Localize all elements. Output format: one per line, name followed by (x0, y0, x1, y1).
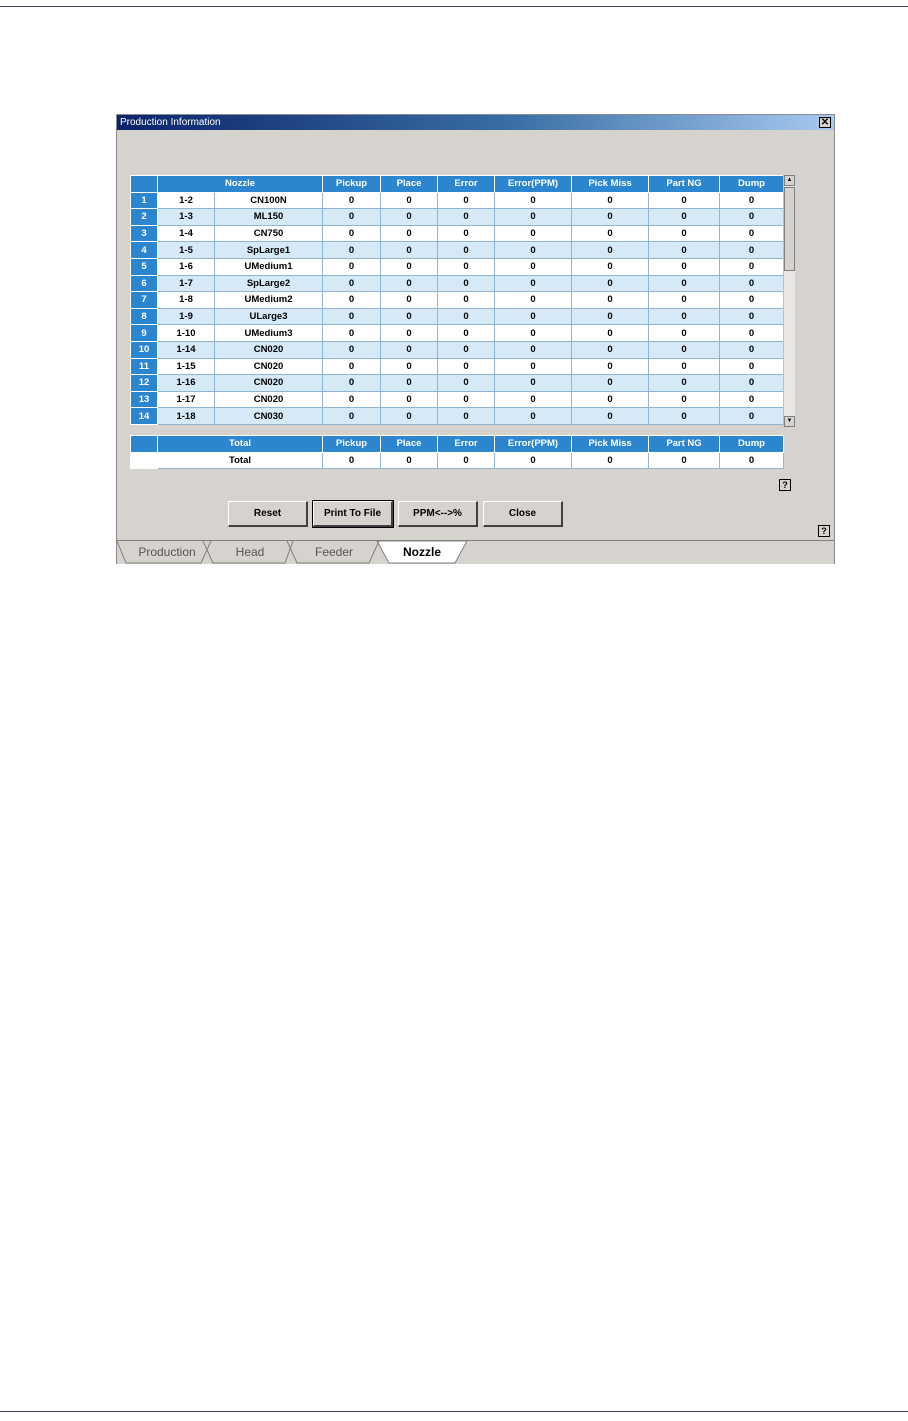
total-header-part-ng: Part NG (649, 436, 720, 453)
cell-place: 0 (381, 258, 438, 275)
nozzle-table-body (131, 192, 784, 424)
cell-dump: 0 (720, 391, 784, 408)
cell-id: 1-17 (158, 391, 215, 408)
table-row[interactable] (131, 308, 784, 325)
cell-error: 0 (438, 325, 495, 342)
cell-id: 1-2 (158, 192, 215, 209)
cell-id: 1-10 (158, 325, 215, 342)
cell-nozzle: UMedium1 (215, 258, 323, 275)
total-error: 0 (438, 452, 495, 469)
cell-pickup: 0 (323, 325, 381, 342)
cell-pickup: 0 (323, 358, 381, 375)
cell-error: 0 (438, 258, 495, 275)
cell-part-ng: 0 (649, 325, 720, 342)
scroll-up-icon[interactable]: ▲ (784, 175, 795, 186)
cell-error-ppm: 0 (495, 391, 572, 408)
cell-pickup: 0 (323, 341, 381, 358)
total-part-ng: 0 (649, 452, 720, 469)
cell-error: 0 (438, 358, 495, 375)
cell-dump: 0 (720, 258, 784, 275)
cell-dump: 0 (720, 275, 784, 292)
cell-error: 0 (438, 391, 495, 408)
cell-place: 0 (381, 192, 438, 209)
cell-error-ppm: 0 (495, 308, 572, 325)
total-header-pick-miss: Pick Miss (572, 436, 649, 453)
close-button[interactable]: Close (483, 501, 563, 527)
cell-nozzle: CN100N (215, 192, 323, 209)
cell-id: 1-18 (158, 408, 215, 425)
cell-place: 0 (381, 375, 438, 392)
cell-place: 0 (381, 292, 438, 309)
row-number: 7 (131, 292, 158, 309)
scroll-down-icon[interactable]: ▼ (784, 416, 795, 427)
reset-button[interactable]: Reset (228, 501, 308, 527)
cell-dump: 0 (720, 358, 784, 375)
row-number: 14 (131, 408, 158, 425)
total-header-place: Place (381, 436, 438, 453)
total-corner-cell (131, 436, 158, 453)
cell-part-ng: 0 (649, 225, 720, 242)
cell-part-ng: 0 (649, 358, 720, 375)
total-row-marker (131, 452, 158, 469)
total-values-row (131, 452, 784, 469)
cell-error: 0 (438, 225, 495, 242)
cell-pick-miss: 0 (572, 408, 649, 425)
cell-pick-miss: 0 (572, 242, 649, 259)
cell-error: 0 (438, 242, 495, 259)
total-header-error: Error (438, 436, 495, 453)
cell-part-ng: 0 (649, 258, 720, 275)
tab-bar (117, 540, 834, 564)
row-number: 9 (131, 325, 158, 342)
cell-pickup: 0 (323, 242, 381, 259)
table-row[interactable] (131, 292, 784, 309)
row-number: 8 (131, 308, 158, 325)
cell-place: 0 (381, 275, 438, 292)
header-dump[interactable]: Dump (720, 176, 784, 193)
cell-error: 0 (438, 192, 495, 209)
header-error[interactable]: Error (438, 176, 495, 193)
table-row[interactable] (131, 408, 784, 425)
cell-error: 0 (438, 292, 495, 309)
cell-error-ppm: 0 (495, 225, 572, 242)
cell-place: 0 (381, 341, 438, 358)
cell-pick-miss: 0 (572, 375, 649, 392)
cell-part-ng: 0 (649, 192, 720, 209)
cell-pick-miss: 0 (572, 225, 649, 242)
total-table (130, 435, 784, 469)
table-row[interactable] (131, 192, 784, 209)
cell-pickup: 0 (323, 258, 381, 275)
total-pickup: 0 (323, 452, 381, 469)
cell-error-ppm: 0 (495, 292, 572, 309)
cell-part-ng: 0 (649, 341, 720, 358)
cell-part-ng: 0 (649, 292, 720, 309)
cell-dump: 0 (720, 325, 784, 342)
cell-nozzle: CN020 (215, 341, 323, 358)
row-number: 10 (131, 341, 158, 358)
tab-nozzle[interactable]: Nozzle (402, 545, 441, 559)
cell-pick-miss: 0 (572, 275, 649, 292)
cell-dump: 0 (720, 408, 784, 425)
cell-pickup: 0 (323, 275, 381, 292)
cell-pick-miss: 0 (572, 192, 649, 209)
header-error-ppm[interactable]: Error(PPM) (495, 176, 572, 193)
table-row[interactable] (131, 209, 784, 226)
cell-nozzle: CN030 (215, 408, 323, 425)
cell-id: 1-8 (158, 292, 215, 309)
window-title: Production Information (120, 117, 221, 128)
cell-dump: 0 (720, 375, 784, 392)
cell-error: 0 (438, 275, 495, 292)
cell-error: 0 (438, 408, 495, 425)
header-pickup[interactable]: Pickup (323, 176, 381, 193)
close-icon[interactable]: ✕ (820, 117, 830, 128)
cell-error-ppm: 0 (495, 258, 572, 275)
table-row[interactable] (131, 275, 784, 292)
cell-dump: 0 (720, 341, 784, 358)
cell-pick-miss: 0 (572, 292, 649, 309)
header-pick-miss[interactable]: Pick Miss (572, 176, 649, 193)
cell-error-ppm: 0 (495, 375, 572, 392)
cell-error-ppm: 0 (495, 341, 572, 358)
cell-pick-miss: 0 (572, 308, 649, 325)
cell-error-ppm: 0 (495, 242, 572, 259)
table-row[interactable] (131, 242, 784, 259)
cell-id: 1-15 (158, 358, 215, 375)
header-nozzle[interactable]: Nozzle (158, 176, 323, 193)
corner-header-cell (131, 176, 158, 193)
cell-dump: 0 (720, 242, 784, 259)
tab-head[interactable]: Head (235, 545, 265, 559)
total-header-row (131, 436, 784, 453)
cell-part-ng: 0 (649, 375, 720, 392)
row-number: 12 (131, 375, 158, 392)
total-header-pickup: Pickup (323, 436, 381, 453)
ppm-toggle-button[interactable]: PPM<-->% (398, 501, 478, 527)
cell-part-ng: 0 (649, 308, 720, 325)
cell-pick-miss: 0 (572, 258, 649, 275)
total-header-dump: Dump (720, 436, 784, 453)
table-row[interactable] (131, 258, 784, 275)
cell-id: 1-5 (158, 242, 215, 259)
cell-nozzle: ML150 (215, 209, 323, 226)
row-number: 3 (131, 225, 158, 242)
tab-feeder[interactable]: Feeder (314, 545, 354, 559)
cell-nozzle: ULarge3 (215, 308, 323, 325)
cell-pick-miss: 0 (572, 391, 649, 408)
row-number: 11 (131, 358, 158, 375)
cell-nozzle: CN020 (215, 358, 323, 375)
row-number: 6 (131, 275, 158, 292)
cell-pick-miss: 0 (572, 358, 649, 375)
cell-error: 0 (438, 308, 495, 325)
table-row[interactable] (131, 391, 784, 408)
cell-place: 0 (381, 242, 438, 259)
header-place[interactable]: Place (381, 176, 438, 193)
cell-id: 1-3 (158, 209, 215, 226)
cell-nozzle: CN020 (215, 391, 323, 408)
table-row[interactable] (131, 341, 784, 358)
cell-error-ppm: 0 (495, 275, 572, 292)
cell-error-ppm: 0 (495, 209, 572, 226)
cell-pickup: 0 (323, 391, 381, 408)
scroll-thumb[interactable] (784, 187, 795, 271)
cell-part-ng: 0 (649, 275, 720, 292)
cell-place: 0 (381, 308, 438, 325)
cell-place: 0 (381, 325, 438, 342)
cell-dump: 0 (720, 209, 784, 226)
table-row[interactable] (131, 358, 784, 375)
total-pick-miss: 0 (572, 452, 649, 469)
cell-id: 1-7 (158, 275, 215, 292)
cell-pickup: 0 (323, 209, 381, 226)
page-top-rule (0, 6, 908, 7)
cell-error-ppm: 0 (495, 192, 572, 209)
table-scrollbar[interactable] (783, 175, 795, 427)
cell-pickup: 0 (323, 408, 381, 425)
cell-pickup: 0 (323, 292, 381, 309)
cell-id: 1-6 (158, 258, 215, 275)
help-icon[interactable]: ? (818, 525, 830, 537)
total-label: Total (158, 452, 323, 469)
table-row[interactable] (131, 225, 784, 242)
cell-id: 1-9 (158, 308, 215, 325)
total-header-total: Total (158, 436, 323, 453)
help-icon[interactable]: ? (779, 479, 791, 491)
row-number: 4 (131, 242, 158, 259)
cell-pick-miss: 0 (572, 341, 649, 358)
cell-nozzle: CN750 (215, 225, 323, 242)
row-number: 5 (131, 258, 158, 275)
cell-error-ppm: 0 (495, 325, 572, 342)
cell-dump: 0 (720, 292, 784, 309)
cell-nozzle: CN020 (215, 375, 323, 392)
window-titlebar (117, 115, 834, 130)
cell-id: 1-16 (158, 375, 215, 392)
cell-pickup: 0 (323, 192, 381, 209)
print-to-file-button[interactable]: Print To File (313, 501, 393, 527)
cell-pickup: 0 (323, 225, 381, 242)
header-part-ng[interactable]: Part NG (649, 176, 720, 193)
page-bottom-rule (0, 1411, 908, 1412)
cell-pick-miss: 0 (572, 209, 649, 226)
cell-part-ng: 0 (649, 242, 720, 259)
cell-dump: 0 (720, 225, 784, 242)
table-row[interactable] (131, 375, 784, 392)
cell-dump: 0 (720, 308, 784, 325)
cell-id: 1-14 (158, 341, 215, 358)
row-number: 2 (131, 209, 158, 226)
tab-production[interactable]: Production (138, 545, 196, 559)
nozzle-production-table (130, 175, 784, 425)
cell-dump: 0 (720, 192, 784, 209)
cell-part-ng: 0 (649, 391, 720, 408)
total-header-error-ppm: Error(PPM) (495, 436, 572, 453)
cell-error-ppm: 0 (495, 408, 572, 425)
cell-nozzle: SpLarge1 (215, 242, 323, 259)
cell-place: 0 (381, 225, 438, 242)
total-dump: 0 (720, 452, 784, 469)
cell-part-ng: 0 (649, 209, 720, 226)
cell-error-ppm: 0 (495, 358, 572, 375)
cell-part-ng: 0 (649, 408, 720, 425)
row-number: 1 (131, 192, 158, 209)
cell-pick-miss: 0 (572, 325, 649, 342)
cell-place: 0 (381, 209, 438, 226)
cell-pickup: 0 (323, 308, 381, 325)
cell-nozzle: UMedium2 (215, 292, 323, 309)
total-place: 0 (381, 452, 438, 469)
cell-error: 0 (438, 209, 495, 226)
table-header-row (131, 176, 784, 193)
cell-error: 0 (438, 375, 495, 392)
cell-error: 0 (438, 341, 495, 358)
cell-place: 0 (381, 358, 438, 375)
cell-place: 0 (381, 391, 438, 408)
table-row[interactable] (131, 325, 784, 342)
row-number: 13 (131, 391, 158, 408)
cell-nozzle: SpLarge2 (215, 275, 323, 292)
cell-id: 1-4 (158, 225, 215, 242)
cell-pickup: 0 (323, 375, 381, 392)
cell-place: 0 (381, 408, 438, 425)
total-error-ppm: 0 (495, 452, 572, 469)
cell-nozzle: UMedium3 (215, 325, 323, 342)
